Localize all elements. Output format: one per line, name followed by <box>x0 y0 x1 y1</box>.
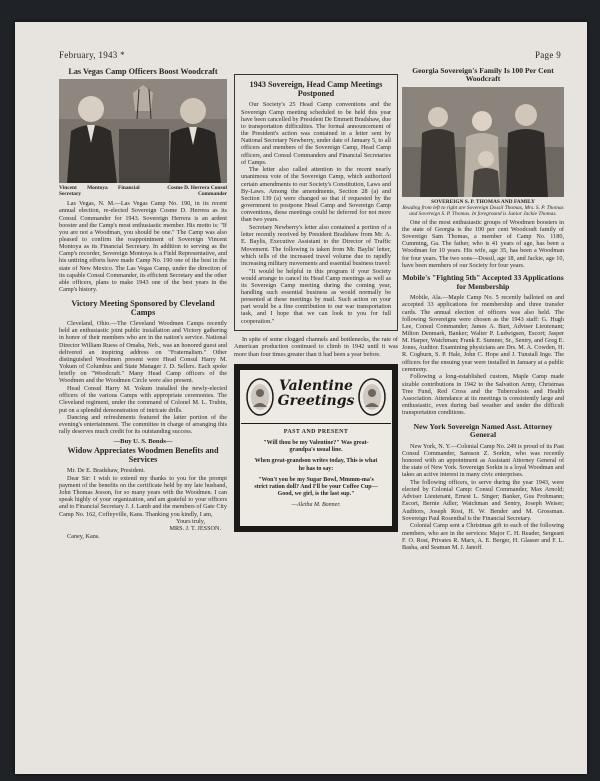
article-title-cleveland: Victory Meeting Sponsored by Cleveland Camps <box>71 298 215 317</box>
article-title-las-vegas: Las Vegas Camp Officers Boost Woodcraft <box>68 67 218 76</box>
valentine-title: Valentine Greetings <box>277 377 355 409</box>
article-title-mobile: Mobile's "Fighting 5th" Accepted 33 Applications for Membership <box>402 273 564 291</box>
boxed-article <box>234 74 398 331</box>
article-paragraph: The following officers, to serve during the year 1943, were elected by Colonial Camp: Consul Commander, Max Arnold; Adviser Lieutenant, Ernest L. Singer; Banker, Gus Frohmann; Escort, Bernie Adler; Watchman and Sentry, Joseph Weiser; Auditors, Joseph Rost, H. W. Bender and M. Grossman. Sovereign Paul Rosenthal is the Financial Secretary. <box>402 478 564 522</box>
poem-stanza: "Won't you be my Sugar Bowl, Mmmm-ma's strict ration doll? And I'll be your Coffee Cup— Good, we girl, is the last sup." <box>254 476 378 498</box>
officers-photo <box>59 79 227 183</box>
officers-photo-caption <box>59 185 227 197</box>
family-photo <box>402 87 564 197</box>
column-right <box>402 66 564 552</box>
column-left <box>59 66 227 540</box>
cameo-icon <box>245 377 275 417</box>
family-photo-image <box>402 87 564 197</box>
family-caption-title: SOVEREIGN S. P. THOMAS AND FAMILY <box>431 198 535 205</box>
caption-left: Vincent Montoya Financial Secretary <box>59 185 140 198</box>
article-paragraph: Secretary Newberry's letter also contained a portion of a letter recently received by President Bradshaw from Mr. A. E. Baylis, Executive Assistant to the Director of Traffic Movement. The following is taken from Mr. Baylis' letter, which tells of the increased travel volume due to rapidly increasing military movements and essential business travel: <box>241 224 391 267</box>
letter-salutation: Mr. De E. Bradshaw, President. <box>67 467 145 475</box>
article-title-georgia: Georgia Sovereign's Family Is 100 Per Cent Woodcraft <box>412 66 554 84</box>
article-paragraph: "It would be helpful in this program if your Society would arrange to cancel its Head Camp meetings as well as its Sovereign Camp meeting during the coming year, handling such essential business as would normally be presented at these meetings by mail. Such action on your part would be a fine contribution to our war transportation task, and I hope that we can look to you for full cooperation." <box>241 267 391 325</box>
article-title-widow: Widow Appreciates Woodmen Benefits and Services <box>67 445 219 464</box>
article-title-new-york: New York Sovereign Named Asst. Attorney General <box>413 421 553 440</box>
article-paragraph: Colonial Camp sent a Christmas gift to each of the following members, who are in the services: Major C. H. Reader, Sergeant F. O. Rost, Privates R. Marx, A. E. Berger, H. Glasser and F. L. Basha, and Seaman M. J. Janoff. <box>402 522 564 551</box>
article-title-meetings: 1943 Sovereign, Head Camp Meetings Postponed <box>249 80 383 99</box>
family-caption: Reading from left to right are Sovereign Dossil Thomas, Mrs. S. P. Thomas and Sovereign S. P. Thomas. In foreground is Junior Jackie Thomas. <box>402 204 564 217</box>
valentine-box <box>234 364 398 532</box>
bonds-separator: —Buy U. S. Bonds— <box>113 437 173 445</box>
poem-stanza: "Will thou be my Valentine?" Was great-grandpa's usual line. <box>263 439 369 454</box>
article-paragraph: Head Consul Harry M. Yokum installed the newly-elected officers of the various Camps with appropriate ceremonies. The Cleveland regiment, under the command of Colonel M. L. Trubin, put on a splendid demonstration of intricate drills. <box>59 385 227 414</box>
officers-photo-image <box>59 79 227 183</box>
article-paragraph: Dancing and refreshments featured the latter portion of the evening's entertainment. The committee in charge of arranging this rally deserves much credit for its outstanding success. <box>59 414 227 436</box>
letter-closing: Yours truly, <box>176 518 205 526</box>
page-number: Page 9 <box>534 50 561 60</box>
issue-date: February, 1943 * <box>59 50 125 60</box>
poem-heading: PAST AND PRESENT <box>283 428 349 435</box>
column-middle <box>234 72 398 532</box>
article-paragraph: Dear Sir: I wish to extend my thanks to you for the prompt payment of the benefits on the certificate held by my late husband, John Thomas Jesson, for so many years with the Woodmen. I can speak highly of your organization, and am grateful to your officers and to Financial Secretary J. J. Lamb and the members of Gate City Camp No. 162, Coffeyville, Kans. Thanking you kindly, I am, <box>59 474 227 518</box>
article-paragraph: Cleveland, Ohio.—The Cleveland Woodmen Camps recently held an enthusiastic joint public installation and Victory gathering in honor of their members who are in the nation's service. National Director William Ruess of Omaha, Neb., was an honored guest and delivered an inspiring address on "Fraternalism." Other distinguished Woodmen present were Head Consul Harry M. Yokum of Columbus and State Manager J. D. Sellers. Each spoke briefly on "Woodcraft." Many Head Camp officers of the Woodmen and the Woodmen Circle were also present. <box>59 320 227 385</box>
article-paragraph: Our Society's 25 Head Camp conventions and the Sovereign Camp meeting scheduled to be held this year have been cancelled by President De Emmett Bradshaw, due to transportation difficulties. The formal announcement of the President's action was contained in a letter sent by National Secretary Newberry, under date of January 5, to all officers and members of the Sovereign Camp, Head Camp officers, and Consul Commanders and Financial Secretaries of Camps. <box>241 101 391 166</box>
poem-stanza: When great-grandson writes today, This is what he has to say: <box>254 458 378 472</box>
cameo-icon <box>357 377 387 417</box>
article-paragraph: New York, N. Y.—Colonial Camp No. 249 is proud of its Past Consul Commander, Samson Z. Sorkin, who was recently honored with an appointment as Assistant Attorney General of the state of New York. Sovereign Sorkin is a loyal Woodman and takes an active interest in many civic enterprises. <box>402 442 564 479</box>
article-paragraph: The letter also called attention to the recent nearly unanimous vote of the Sovereign Camp, which authorized certain amendments to our Society's Constitution, Laws and By-Laws. Among the amendments, Section 28 (a) and Section 139 (a) were changed so that if requested by the government to postpone Head Camp and Sovereign Camp conventions, these meetings could be deferred for not more than two years. <box>241 166 391 224</box>
poem-author: —Aletha M. Bonner. <box>291 502 341 509</box>
article-paragraph: Mobile, Ala.—Maple Camp No. 5 recently balloted on and accepted 33 applications for membership and three transfer cards. The annual election of officers was also held. The following Sovereigns were chosen as the 1943 staff: G. Hugh Lee, Consul Commander; James A. Burt, Adviser Lieutenant; Milton Denmark, Banker; Walter P. Ludwigsen, Escort; Jasper M. Harper, Watchman; Frank E. Sumner, Sr., Sentry, and Greg E. Jones, Auditor. Examining physicians are Drs. M. A. Cowden, H. R. Cogburn, S. P. Hale, John C. Hope and J. Tunstall Inge. The officers for the ensuing year were installed in January at a public ceremony. <box>402 294 564 373</box>
article-paragraph: In spite of some clogged channels and bottlenecks, the rate of American production continued to climb in 1942 until it was more than four times greater than it had been a year before. <box>234 336 398 358</box>
article-paragraph: Las Vegas, N. M.—Las Vegas Camp No. 190, in its recent annual election, re-elected Sovereign Cosme D. Herrera as its Consul Commander for 1943. Sovereign Herrera is an ardent booster and the Camp's most enthusiastic member. His motto is: "If you are not a Woodman, you should be one." The Camp was also pleased to confirm the reappointment of Sovereign Vincent Montoya as its Financial Secretary. In addition to serving as the Camp's recorder, Sovereign Montoya is a Field Representative, and his untiring efforts have made Camp No. 190 one of the best in the state of New Mexico. The Las Vegas Camp, under the direction of its capable Consul Commander, its efficient Secretary and the other able officers, plans to make 1943 one of the best years in the Camp's history. <box>59 200 227 294</box>
magazine-page <box>15 22 587 774</box>
article-paragraph: One of the most enthusiastic groups of Woodmen boosters in the state of Georgia is the 100 per cent Woodcraft family of Sovereign Sam Thomas, a member of Camp No. 1180, Cumming, Ga. The father, who is 41 years of age, has been a Woodman for 10 years. His wife, age 35, has been a Woodman for four years. The two sons—Dossil, age 18, and Jackie, age 10, have been members of our Society for four years. <box>402 218 564 269</box>
letter-place: Caney, Kans. <box>67 532 100 540</box>
valentine-poem <box>241 424 391 510</box>
caption-right: Cosme D. Herrera Consul Commander <box>167 185 227 198</box>
letter-signature: MRS. J. T. JESSON. <box>169 525 221 533</box>
article-paragraph: Following a long-established custom, Maple Camp made sizable contributions in 1942 to the Salvation Army, Christmas Tree Fund, Red Cross and the Tuberculosis and Health Association. Attendance at its meetings is consistently large and enthusiastic, even during bad weather and under the difficult transportation conditions. <box>402 373 564 417</box>
